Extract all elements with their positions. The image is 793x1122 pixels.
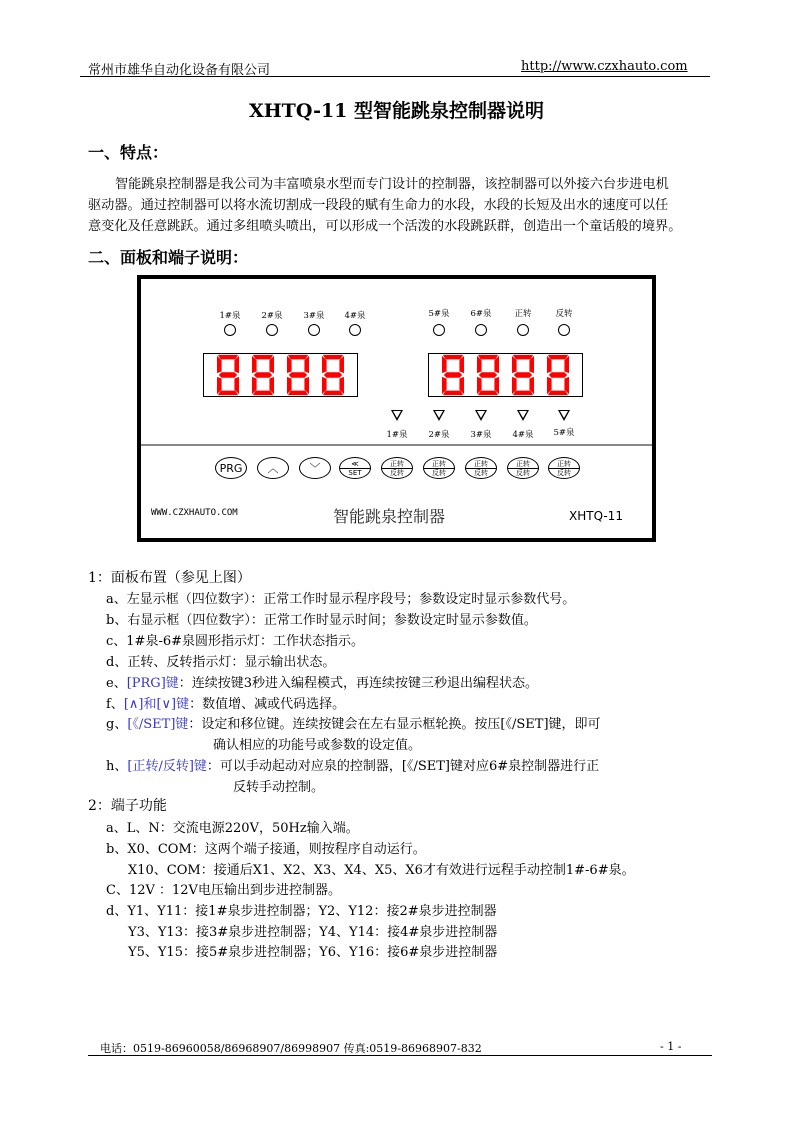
output-triangle-icon	[475, 410, 487, 421]
item-text: e、	[106, 676, 127, 691]
item-text: ：可以手动起动对应泉的控制器，[《/SET]键对应6#泉控制器进行正	[206, 759, 600, 774]
item-text: d、正转、反转指示灯：显示输出状态。	[106, 655, 336, 670]
prg-button	[215, 457, 247, 479]
list-item-continuation: 确认相应的功能号或参数的设定值。	[213, 738, 422, 753]
item-text: b、右显示框（四位数字）：正常工作时显示时间；参数设定时显示参数值。	[106, 613, 537, 628]
key-name: [《/SET]键	[127, 717, 189, 732]
forward-label: 正转	[432, 459, 446, 468]
seven-segment-digit	[543, 353, 573, 397]
section-heading-features: 一、特点：	[88, 143, 169, 162]
segment	[443, 355, 463, 360]
segment	[254, 372, 272, 378]
up-button	[257, 457, 289, 479]
list-item	[106, 651, 335, 670]
item-text: ：连续按键3秒进入编程模式，再连续按键三秒退出编程状态。	[178, 676, 539, 691]
footer-contact: 电话：0519-86960058/86968907/86998907 传真:0519-86968907-832	[100, 1042, 482, 1055]
forward-label: 正转	[516, 459, 530, 468]
list-item	[106, 672, 538, 691]
segment	[478, 391, 498, 396]
indicator-light-icon	[475, 324, 487, 336]
segment	[444, 372, 462, 378]
list-item: Y5、Y15：接5#泉步进控制器；Y6、Y16：接6#泉步进控制器	[128, 945, 498, 960]
reverse-label: 反转	[390, 468, 404, 477]
company-url[interactable]: http://www.czxhauto.com	[521, 59, 688, 74]
item-text: a、左显示框（四位数字）：正常工作时显示程序段号；参数设定时显示参数代号。	[106, 592, 576, 607]
key-name: [∧]和[∨]键	[123, 697, 190, 712]
page-title: XHTQ-11 型智能跳泉控制器说明	[248, 100, 545, 122]
list-heading: 1：面板布置（参见上图）	[88, 570, 251, 586]
indicator-label: 3#泉	[303, 311, 325, 321]
indicator-light-icon	[558, 324, 570, 336]
reverse-label: 反转	[516, 468, 530, 477]
right-display	[428, 353, 583, 397]
reverse-label: 反转	[557, 468, 571, 477]
indicator-label: 正转	[514, 309, 532, 319]
list-item-continuation: 反转手动控制。	[233, 780, 325, 795]
list-item: X10、COM：接通后X1、X2、X3、X4、X5、X6才有效进行远程手动控制1#-6#泉。	[128, 863, 635, 878]
indicator-label: 5#泉	[428, 309, 450, 319]
segment	[253, 391, 273, 396]
list-item: C、12V ：12V电压输出到步进控制器。	[106, 883, 341, 898]
panel-divider	[141, 444, 652, 446]
controller-panel-diagram	[137, 275, 656, 542]
seven-segment-digit	[213, 353, 243, 397]
set-button	[339, 457, 371, 479]
list-item: Y3、Y13：接3#泉步进控制器；Y4、Y14：接4#泉步进控制器	[128, 925, 498, 940]
segment	[323, 391, 343, 396]
list-item	[106, 693, 345, 712]
item-text: g、	[106, 717, 128, 732]
features-line: 智能跳泉控制器是我公司为丰富喷泉水型而专门设计的控制器，该控制器可以外接六台步进电机	[115, 177, 669, 192]
output-label: 3#泉	[470, 430, 492, 440]
list-item	[106, 609, 537, 628]
seven-segment-digit	[438, 353, 468, 397]
segment	[218, 391, 238, 396]
section-heading-panel: 二、面板和端子说明：	[88, 248, 249, 267]
forward-reverse-button	[423, 457, 455, 479]
list-item: a、L、N：交流电源220V，50Hz输入端。	[106, 821, 359, 836]
segment	[478, 355, 498, 360]
forward-reverse-button	[381, 457, 413, 479]
segment	[218, 355, 238, 360]
item-text: ：数值增、减或代码选择。	[189, 697, 346, 712]
seven-segment-digit	[473, 353, 503, 397]
indicator-label: 6#泉	[470, 309, 492, 319]
indicator-light-icon	[349, 324, 361, 336]
reverse-label: 反转	[474, 468, 488, 477]
forward-reverse-button	[465, 457, 497, 479]
item-text: ：设定和移位键。连续按键会在左右显示框轮换。按压[《/SET]键，即可	[188, 717, 601, 732]
segment	[513, 391, 533, 396]
indicator-label: 4#泉	[344, 311, 366, 321]
indicator-light-icon	[224, 324, 236, 336]
output-label: 4#泉	[512, 430, 534, 440]
list-item	[106, 755, 599, 774]
item-text: h、	[106, 759, 128, 774]
forward-label: 正转	[474, 459, 488, 468]
list-heading: 2：端子功能	[88, 798, 167, 814]
indicator-light-icon	[433, 324, 445, 336]
down-button	[299, 457, 331, 479]
output-triangle-icon	[558, 410, 570, 421]
forward-reverse-button	[507, 457, 539, 479]
header-rule	[80, 76, 710, 77]
panel-model: XHTQ-11	[569, 509, 623, 523]
item-text: f、	[106, 697, 124, 712]
forward-label: 正转	[557, 459, 571, 468]
list-item	[106, 713, 601, 732]
features-line: 意变化及任意跳跃。通过多组喷头喷出，可以形成一个活泼的水段跳跃群，创造出一个童话般的境界。	[88, 219, 682, 234]
segment	[289, 372, 307, 378]
forward-label: 正转	[390, 459, 404, 468]
shift-icon: ≪	[351, 459, 359, 468]
seven-segment-digit	[283, 353, 313, 397]
item-text: c、1#泉-6#泉圆形指示灯：工作状态指示。	[106, 634, 365, 649]
key-name: [PRG]键	[126, 676, 179, 691]
indicator-label: 反转	[555, 309, 573, 319]
segment	[548, 355, 568, 360]
seven-segment-digit	[318, 353, 348, 397]
segment	[219, 372, 237, 378]
segment	[323, 355, 343, 360]
panel-product-name: 智能跳泉控制器	[333, 507, 446, 526]
features-line: 驱动器。通过控制器可以将水流切割成一段段的赋有生命力的水段，水段的长短及出水的速度可以任	[88, 198, 669, 213]
segment	[513, 355, 533, 360]
indicator-light-icon	[308, 324, 320, 336]
left-display	[203, 353, 358, 397]
company-name: 常州市雄华自动化设备有限公司	[88, 63, 271, 78]
segment	[479, 372, 497, 378]
page-number: - 1 -	[660, 1040, 682, 1053]
output-triangle-icon	[391, 410, 403, 421]
seven-segment-digit	[508, 353, 538, 397]
output-label: 2#泉	[428, 430, 450, 440]
segment	[548, 391, 568, 396]
reverse-label: 反转	[432, 468, 446, 477]
indicator-light-icon	[517, 324, 529, 336]
output-label: 5#泉	[553, 428, 575, 438]
indicator-label: 2#泉	[261, 311, 283, 321]
output-triangle-icon	[517, 410, 529, 421]
seven-segment-digit	[248, 353, 278, 397]
output-triangle-icon	[433, 410, 445, 421]
segment	[324, 372, 342, 378]
up-arrow-icon: ︿	[267, 462, 279, 475]
list-item: b、X0、COM：这两个端子接通，则按程序自动运行。	[106, 842, 426, 857]
set-label: SET	[348, 468, 362, 477]
footer-rule	[88, 1055, 712, 1056]
forward-reverse-button	[548, 457, 580, 479]
indicator-label: 1#泉	[219, 311, 241, 321]
list-item	[106, 588, 575, 607]
segment	[549, 372, 567, 378]
output-label: 1#泉	[386, 430, 408, 440]
panel-website: WWW.CZXHAUTO.COM	[151, 508, 238, 518]
segment	[288, 355, 308, 360]
key-name: [正转/反转]键	[127, 759, 207, 774]
segment	[253, 355, 273, 360]
down-arrow-icon: ﹀	[309, 462, 321, 475]
segment	[514, 372, 532, 378]
prg-label: PRG	[219, 461, 243, 475]
indicator-light-icon	[266, 324, 278, 336]
list-item: d、Y1、Y11：接1#泉步进控制器；Y2、Y12：接2#泉步进控制器	[106, 904, 497, 919]
list-item	[106, 630, 364, 649]
segment	[288, 391, 308, 396]
segment	[443, 391, 463, 396]
